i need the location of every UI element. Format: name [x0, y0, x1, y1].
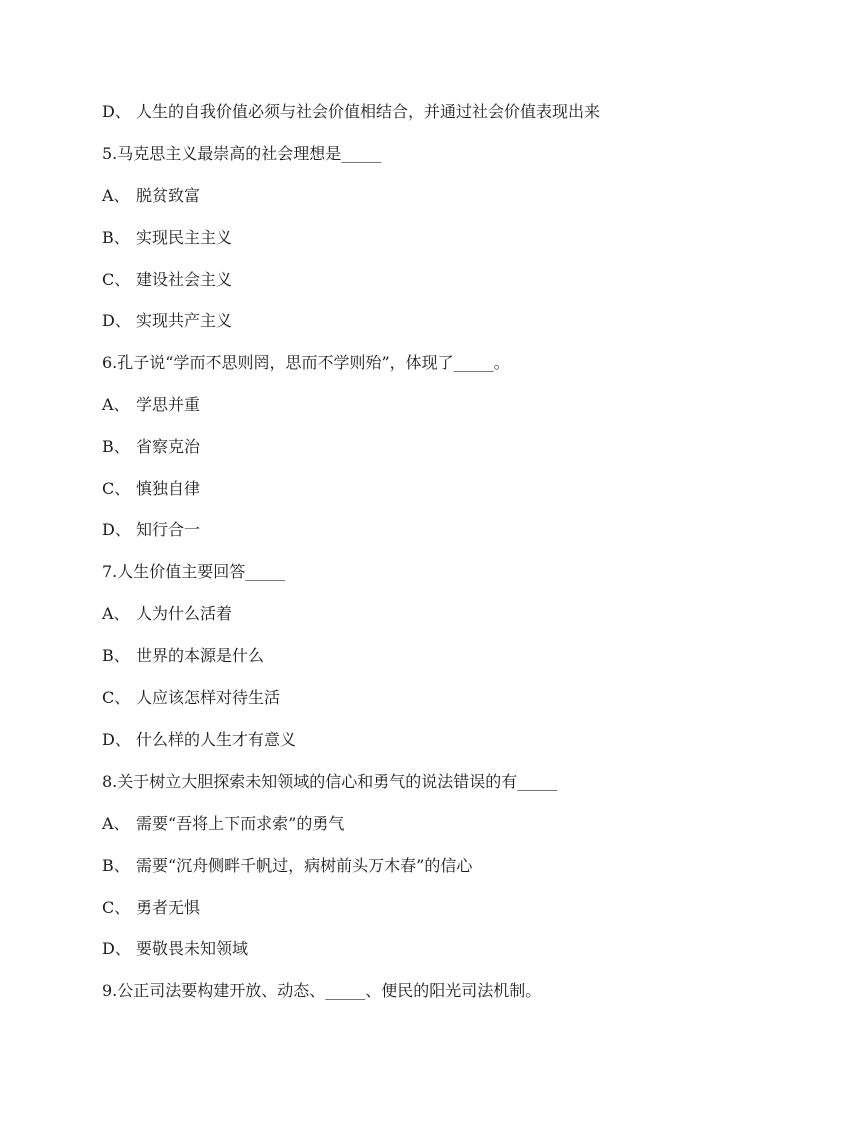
option-text: 世界的本源是什么 — [136, 646, 265, 665]
option-text: 慎独自律 — [136, 479, 201, 498]
option-letter: C、 — [102, 270, 131, 289]
option-letter: B、 — [102, 856, 130, 875]
option-text: 知行合一 — [136, 520, 201, 539]
option-letter: A、 — [102, 814, 130, 833]
option-line — [102, 102, 600, 122]
option-line — [102, 270, 232, 290]
option-text: 要敬畏未知领域 — [136, 939, 249, 958]
option-line — [102, 311, 232, 331]
option-letter: B、 — [102, 437, 130, 456]
question-text: 8.关于树立大胆探索未知领域的信心和勇气的说法错误的有_____ — [102, 772, 558, 791]
option-letter: B、 — [102, 646, 130, 665]
option-line — [102, 228, 232, 248]
option-text: 实现共产主义 — [136, 311, 233, 330]
option-line — [102, 395, 200, 415]
option-letter: C、 — [102, 479, 131, 498]
question-line — [102, 981, 541, 1001]
option-text: 需要“吾将上下而求索”的勇气 — [136, 814, 345, 833]
option-line — [102, 646, 264, 666]
option-line — [102, 939, 248, 959]
option-letter: A、 — [102, 604, 130, 623]
question-line — [102, 772, 557, 792]
option-text: 学思并重 — [136, 395, 201, 414]
option-letter: C、 — [102, 688, 131, 707]
option-line — [102, 520, 200, 540]
option-text: 勇者无惧 — [136, 898, 201, 917]
option-text: 省察克治 — [136, 437, 201, 456]
option-line — [102, 604, 232, 624]
question-text: 9.公正司法要构建开放、动态、_____、便民的阳光司法机制。 — [102, 981, 542, 1000]
option-letter: D、 — [102, 311, 131, 330]
option-text: 建设社会主义 — [136, 270, 233, 289]
option-text: 实现民主主义 — [136, 228, 233, 247]
option-line — [102, 479, 200, 499]
option-letter: A、 — [102, 395, 130, 414]
option-letter: C、 — [102, 898, 131, 917]
option-letter: A、 — [102, 186, 130, 205]
option-text: 人为什么活着 — [136, 604, 233, 623]
option-line — [102, 856, 472, 876]
option-letter: D、 — [102, 520, 131, 539]
option-line — [102, 688, 280, 708]
option-line — [102, 730, 296, 750]
option-line — [102, 898, 200, 918]
option-text: 需要“沉舟侧畔千帆过，病树前头万木春”的信心 — [136, 856, 473, 875]
option-text: 人生的自我价值必须与社会价值相结合，并通过社会价值表现出来 — [136, 102, 601, 121]
option-letter: D、 — [102, 939, 131, 958]
option-text: 脱贫致富 — [136, 186, 201, 205]
question-text: 6.孔子说“学而不思则罔，思而不学则殆”，体现了_____。 — [102, 353, 510, 372]
question-text: 7.人生价值主要回答_____ — [102, 562, 286, 581]
question-line — [102, 353, 510, 373]
option-line — [102, 437, 200, 457]
question-text: 5.马克思主义最崇高的社会理想是_____ — [102, 144, 382, 163]
question-line — [102, 144, 381, 164]
option-letter: B、 — [102, 228, 130, 247]
option-letter: D、 — [102, 730, 131, 749]
option-line — [102, 814, 344, 834]
option-letter: D、 — [102, 102, 131, 121]
question-line — [102, 562, 285, 582]
option-text: 什么样的人生才有意义 — [136, 730, 297, 749]
option-text: 人应该怎样对待生活 — [136, 688, 281, 707]
option-line — [102, 186, 200, 206]
